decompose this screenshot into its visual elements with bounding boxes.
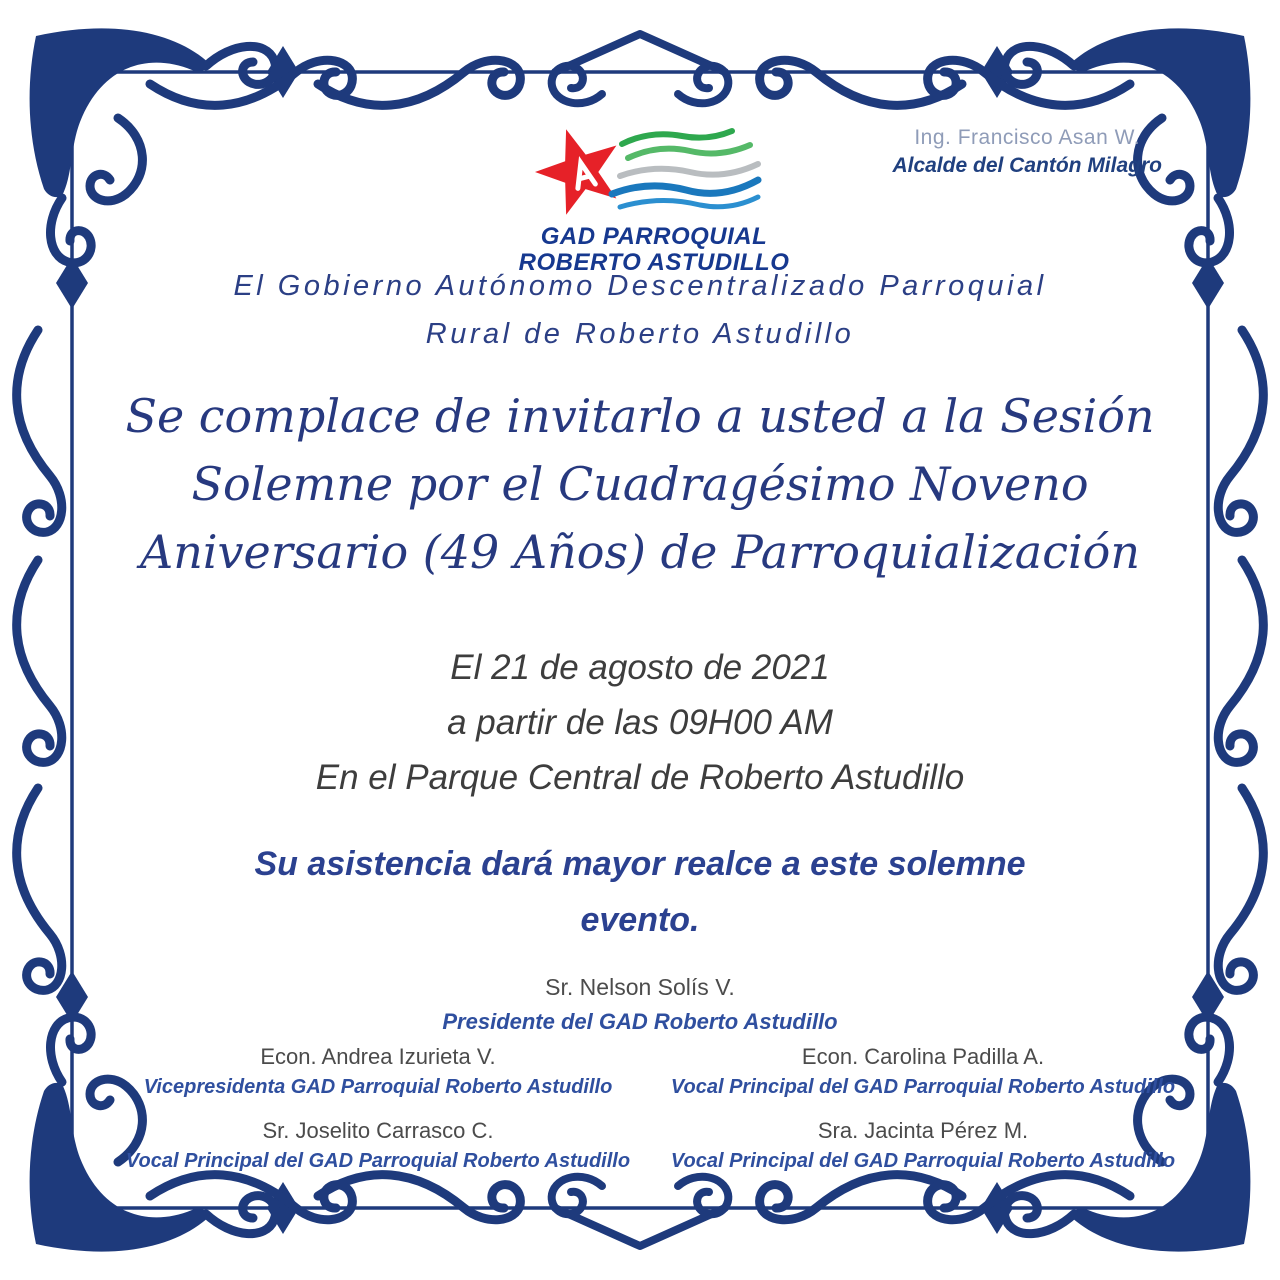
signatory-role: Vocal Principal del GAD Parroquial Roberto Astudillo bbox=[670, 1150, 1176, 1172]
official-name: Ing. Francisco Asan W. bbox=[914, 126, 1141, 149]
org-title-line1: El Gobierno Autónomo Descentralizado Parroquial bbox=[233, 270, 1047, 302]
event-details bbox=[0, 640, 1280, 805]
official-block bbox=[892, 126, 1162, 178]
signature-cell bbox=[643, 1118, 1203, 1173]
invite-script-line1: Se complace de invitarlo a usted a la Sesión bbox=[125, 389, 1155, 443]
signatory-role: Vocal Principal del GAD Parroquial Roberto Astudillo bbox=[125, 1150, 631, 1172]
signatory-name: Econ. Andrea Izurieta V. bbox=[260, 1044, 496, 1069]
gad-logo bbox=[504, 120, 804, 276]
president-signature bbox=[0, 974, 1280, 1035]
event-time: a partir de las 09H00 AM bbox=[447, 703, 833, 742]
logo-text-line2: ROBERTO ASTUDILLO bbox=[518, 249, 790, 276]
logo-text-line1: GAD PARROQUIAL bbox=[540, 223, 768, 250]
signature-cell bbox=[98, 1118, 658, 1173]
official-title: Alcalde del Cantón Milagro bbox=[892, 154, 1162, 177]
signature-cell bbox=[98, 1044, 658, 1099]
event-place: En el Parque Central de Roberto Astudillo bbox=[315, 758, 965, 797]
closing-line2: evento. bbox=[580, 901, 700, 939]
org-title-line2: Rural de Roberto Astudillo bbox=[425, 318, 855, 350]
signature-cell bbox=[643, 1044, 1203, 1099]
star-waves-icon bbox=[524, 120, 784, 224]
signatory-role: Vicepresidenta GAD Parroquial Roberto Astudillo bbox=[143, 1076, 613, 1098]
invitation-script bbox=[0, 382, 1280, 586]
event-date: El 21 de agosto de 2021 bbox=[450, 648, 830, 687]
invite-script-line3: Aniversario (49 Años) de Parroquialización bbox=[140, 525, 1140, 579]
org-title bbox=[0, 262, 1280, 358]
signature-grid bbox=[0, 1044, 1280, 1204]
invite-script-line2: Solemne por el Cuadragésimo Noveno bbox=[191, 457, 1089, 511]
closing-message bbox=[0, 836, 1280, 948]
signatory-name: Econ. Carolina Padilla A. bbox=[801, 1044, 1045, 1069]
president-name: Sr. Nelson Solís V. bbox=[545, 974, 735, 1000]
signatory-name: Sr. Joselito Carrasco C. bbox=[262, 1118, 494, 1143]
signatory-role: Vocal Principal del GAD Parroquial Roberto Astudillo bbox=[670, 1076, 1176, 1098]
signatory-name: Sra. Jacinta Pérez M. bbox=[817, 1118, 1029, 1143]
president-role: Presidente del GAD Roberto Astudillo bbox=[442, 1009, 838, 1034]
closing-line1: Su asistencia dará mayor realce a este solemne bbox=[254, 845, 1026, 883]
